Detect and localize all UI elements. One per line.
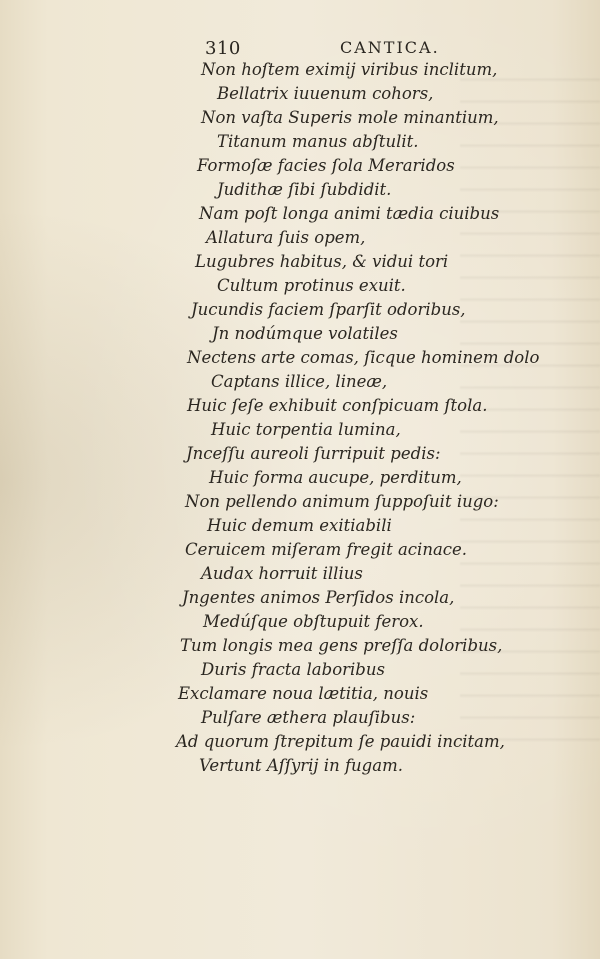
poem-line: Non vaſta Superis mole minantium, xyxy=(201,108,499,127)
poem-line: Non pellendo animum ſuppoſuit iugo: xyxy=(185,492,499,511)
poem-line: Huic ſeſe exhibuit conſpicuam ſtola. xyxy=(187,396,488,415)
poem-line: Captans illice, lineæ, xyxy=(211,372,388,391)
poem-line: Jucundis faciem ſparſit odoribus, xyxy=(191,300,466,319)
poem-line: Medúſque obſtupuit ferox. xyxy=(203,612,424,631)
poem-line: Huic demum exitiabili xyxy=(207,516,392,535)
poem-line: Huic forma aucupe, perditum, xyxy=(209,468,462,487)
poem-line: Bellatrix iuuenum cohors, xyxy=(217,84,434,103)
poem-line: Jn nodúmque volatiles xyxy=(212,324,398,343)
poem-line: Cultum protinus exuit. xyxy=(217,276,406,295)
poem-line: Jnceſſu aureoli ſurripuit pedis: xyxy=(186,444,441,463)
poem-line: Pulſare æthera plauſibus: xyxy=(201,708,416,727)
poem-line: Duris fracta laboribus xyxy=(201,660,385,679)
poem-line: Lugubres habitus, & vidui tori xyxy=(195,252,449,271)
poem-line: Nam poſt longa animi tædia ciuibus xyxy=(199,204,500,223)
poem-line: Vertunt Aſſyrij in fugam. xyxy=(199,756,403,775)
poem-line: Allatura ſuis opem, xyxy=(206,228,366,247)
poem-line: Exclamare noua lætitia, nouis xyxy=(178,684,429,703)
poem-line: Jngentes animos Perſidos incola, xyxy=(182,588,455,607)
poem-line: Judithæ ſibi ſubdidit. xyxy=(217,180,392,199)
poem-line: Ceruicem miſeram fregit acinace. xyxy=(185,540,468,559)
poem-line: Audax horruit illius xyxy=(201,564,363,583)
page-number: 310 xyxy=(205,38,241,59)
poem-line: Ad quorum ſtrepitum ſe pauidi incitam, xyxy=(176,732,505,751)
running-head: CANTICA. xyxy=(340,38,440,57)
poem-line: Huic torpentia lumina, xyxy=(211,420,401,439)
poem-line: Titanum manus abſtulit. xyxy=(217,132,419,151)
poem-line: Nectens arte comas, ſicque hominem dolo xyxy=(187,348,540,367)
poem-line: Non hoſtem eximij viribus inclitum, xyxy=(201,60,498,79)
poem-line: Formoſæ facies ſola Meraridos xyxy=(197,156,455,175)
poem-line: Tum longis mea gens preſſa doloribus, xyxy=(180,636,503,655)
